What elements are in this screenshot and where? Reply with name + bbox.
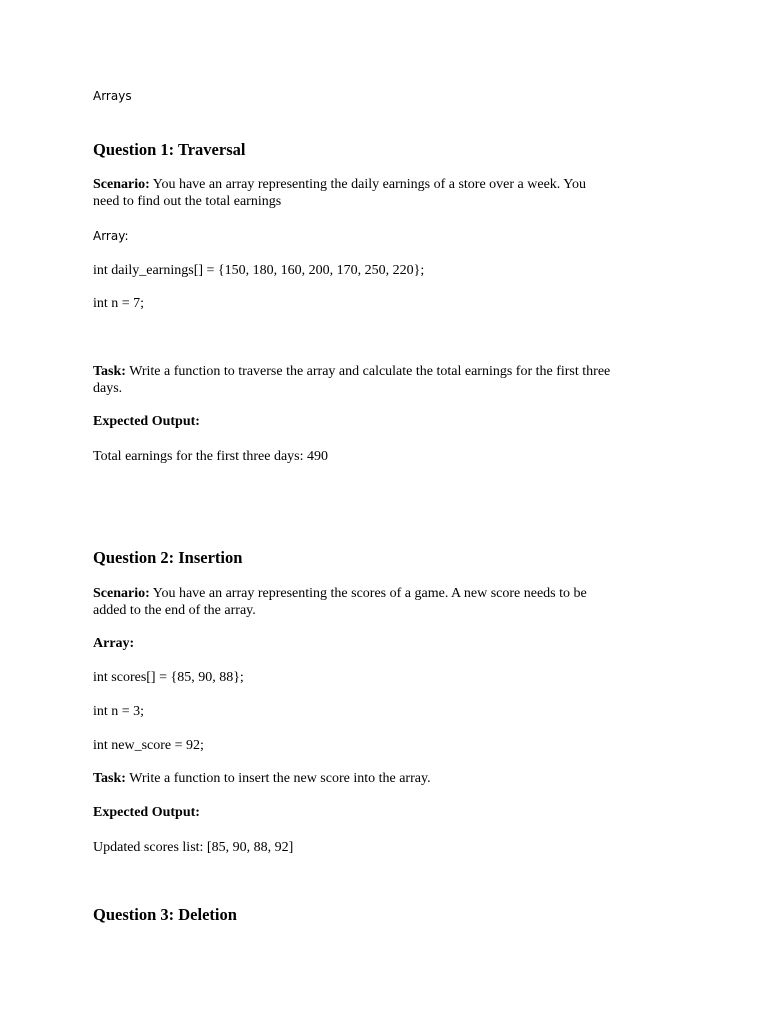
question-1-code-line-2: int n = 7; (93, 296, 145, 311)
document-title: Arrays (93, 89, 132, 103)
question-2-array-label (93, 635, 134, 652)
question-2-code-line-2: int n = 3; (93, 704, 145, 719)
question-2-code-line-1: int scores[] = {85, 90, 88}; (93, 670, 244, 685)
scenario-text: You have an array representing the daily earnings of a store over a week. You (149, 177, 586, 192)
scenario-label: Scenario: (93, 586, 150, 601)
question-2-scenario-line-1 (93, 585, 587, 602)
expected-output-label: Expected Output: (93, 805, 200, 820)
task-label: Task: (93, 364, 126, 379)
scenario-text: You have an array representing the scores of a game. A new score needs to be (149, 586, 587, 601)
question-2-code-line-3: int new_score = 92; (93, 738, 204, 753)
question-2-expected-label (93, 804, 200, 821)
question-1-scenario-line-2: need to find out the total earnings (93, 194, 282, 209)
question-1-task-line-1 (93, 363, 610, 380)
task-text: Write a function to traverse the array and calculate the total earnings for the first three (125, 364, 611, 379)
question-1-code-line-1: int daily_earnings[] = {150, 180, 160, 200, 170, 250, 220}; (93, 263, 425, 278)
task-label: Task: (93, 771, 126, 786)
question-2-scenario-line-2: added to the end of the array. (93, 603, 256, 618)
expected-output-label: Expected Output: (93, 414, 200, 429)
question-1-heading: Question 1: Traversal (93, 140, 246, 159)
question-2-expected-value: Updated scores list: [85, 90, 88, 92] (93, 840, 294, 855)
question-2-task (93, 770, 431, 787)
question-1-array-label: Array: (93, 229, 129, 243)
question-1-expected-label (93, 413, 200, 430)
scenario-label: Scenario: (93, 177, 150, 192)
question-1-task-line-2: days. (93, 381, 123, 396)
question-1-scenario-line-1 (93, 176, 586, 193)
task-text: Write a function to insert the new score into the array. (125, 771, 431, 786)
question-3-heading: Question 3: Deletion (93, 905, 237, 924)
question-2-heading: Question 2: Insertion (93, 548, 243, 567)
question-1-expected-value: Total earnings for the first three days: 490 (93, 449, 329, 464)
array-label: Array: (93, 636, 135, 651)
